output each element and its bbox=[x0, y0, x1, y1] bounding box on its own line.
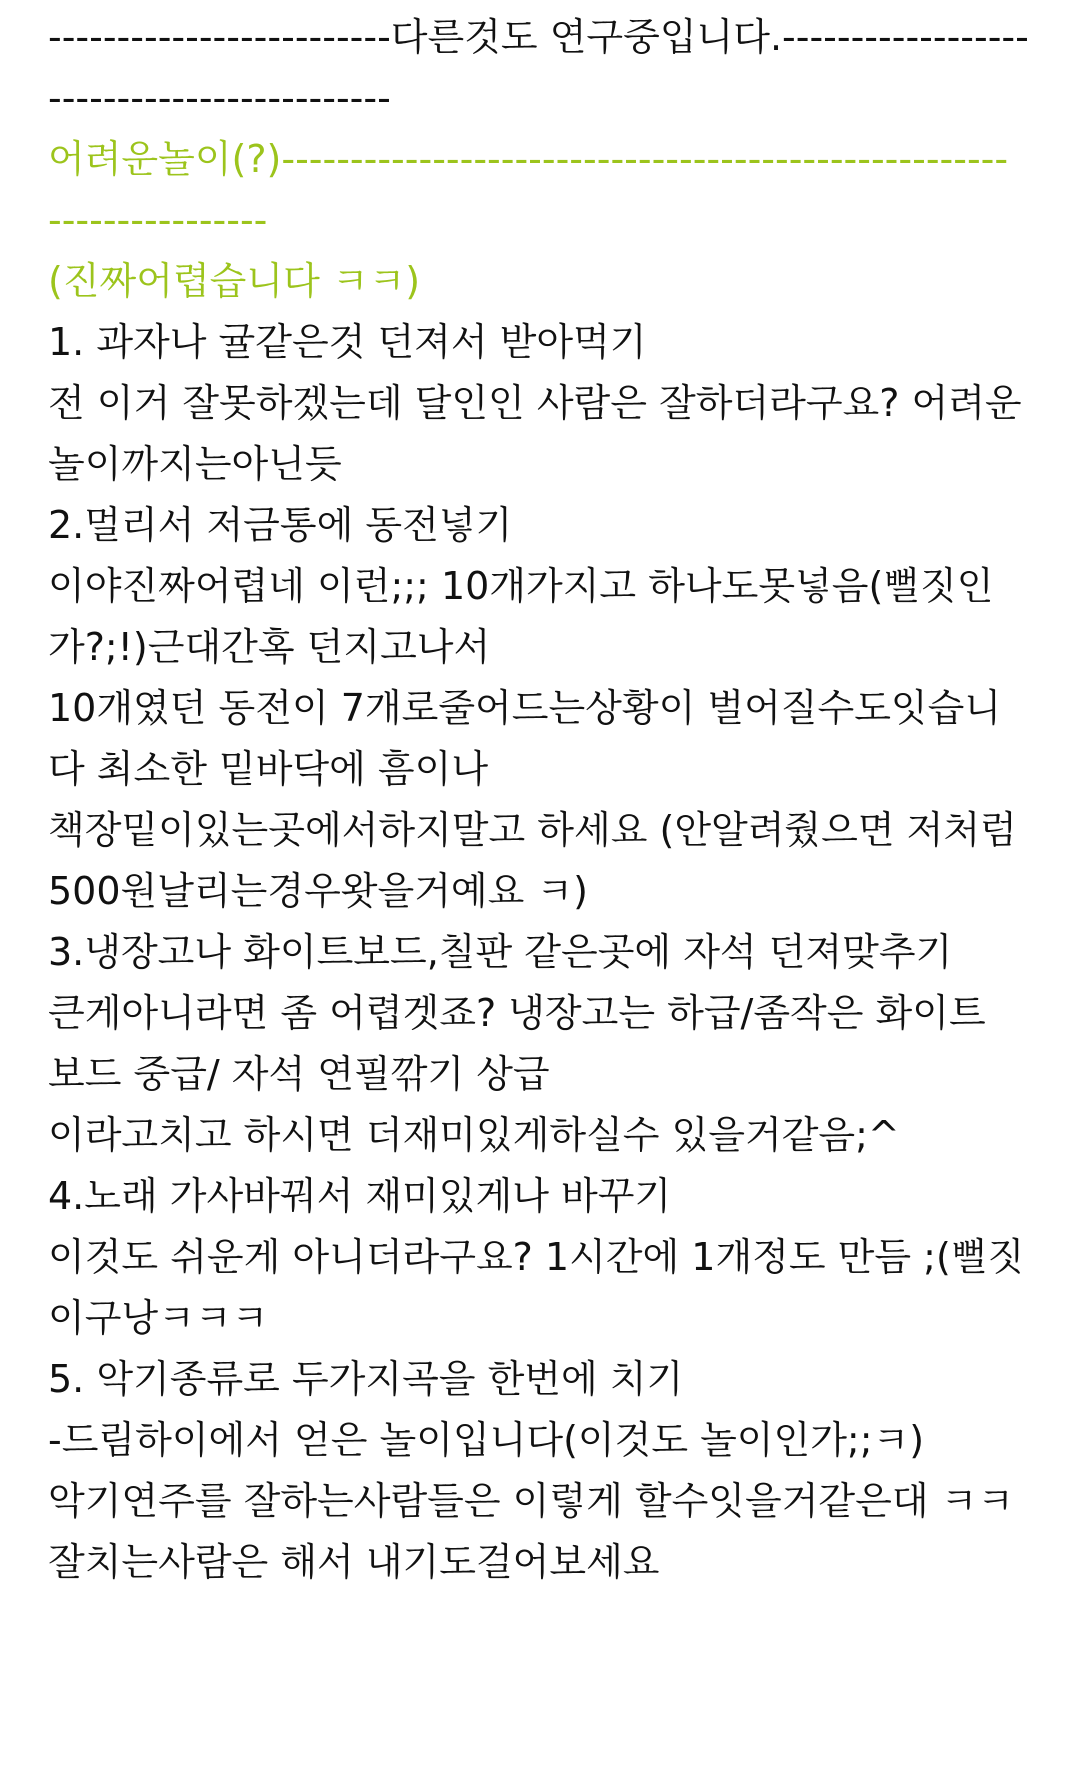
item-title: 2.멀리서 저금통에 동전넣기 bbox=[48, 503, 513, 547]
body-text: 잘치는사람은 해서 내기도걸어보세요 bbox=[48, 1540, 660, 1584]
body-text: 다 최소한 밑바닥에 흠이나 bbox=[48, 747, 489, 791]
separator-line: ---------------- bbox=[48, 198, 268, 242]
item-title: 1. 과자나 귤같은것 던져서 받아먹기 bbox=[48, 320, 647, 364]
item-title: 4.노래 가사바꿔서 재미있게나 바꾸기 bbox=[48, 1174, 672, 1218]
body-text: 악기연주를 잘하는사람들은 이렇게 할수잇을거같은대 ㅋㅋ bbox=[48, 1479, 1015, 1523]
body-text: 10개였던 동전이 7개로줄어드는상황이 벌어질수도잇습니 bbox=[48, 686, 1002, 730]
body-text: 이것도 쉬운게 아니더라구요? 1시간에 1개정도 만듬 ;(뻘짓 bbox=[48, 1235, 1025, 1279]
body-text: 놀이까지는아닌듯 bbox=[48, 442, 342, 486]
body-text: 가?;!)근대간혹 던지고나서 bbox=[48, 625, 491, 669]
body-text: 책장밑이있는곳에서하지말고 하세요 (안알려줬으면 저처럼 bbox=[48, 808, 1017, 852]
body-text: 전 이거 잘못하겠는데 달인인 사람은 잘하더라구요? 어려운 bbox=[48, 381, 1022, 425]
body-text: 보드 중급/ 자석 연필깎기 상급 bbox=[48, 1052, 550, 1096]
body-text: 이라고치고 하시면 더재미있게하실수 있을거같음;^ bbox=[48, 1113, 900, 1157]
body-text: 이야진짜어렵네 이런;;; 10개가지고 하나도못넣음(뻘짓인 bbox=[48, 564, 994, 608]
body-text: 큰게아니라면 좀 어렵겟죠? 냉장고는 하급/좀작은 화이트 bbox=[48, 991, 986, 1035]
separator-line: ------------------------- bbox=[48, 76, 391, 120]
section-heading: 어려운놀이(?)----------------------------------------------------- bbox=[48, 137, 1009, 181]
item-title: 5. 악기종류로 두가지곡을 한번에 치기 bbox=[48, 1357, 684, 1401]
section-subheading: (진짜어렵습니다 ㅋㅋ) bbox=[48, 259, 421, 303]
separator-line: -------------------------다른것도 연구중입니다.------------------ bbox=[48, 15, 1029, 59]
body-text: -드림하이에서 얻은 놀이입니다(이것도 놀이인가;;ㅋ) bbox=[48, 1418, 925, 1462]
body-text: 이구낭ㅋㅋㅋ bbox=[48, 1296, 269, 1340]
item-title: 3.냉장고나 화이트보드,칠판 같은곳에 자석 던져맞추기 bbox=[48, 930, 953, 974]
body-text: 500원날리는경우왓을거예요 ㅋ) bbox=[48, 869, 588, 913]
